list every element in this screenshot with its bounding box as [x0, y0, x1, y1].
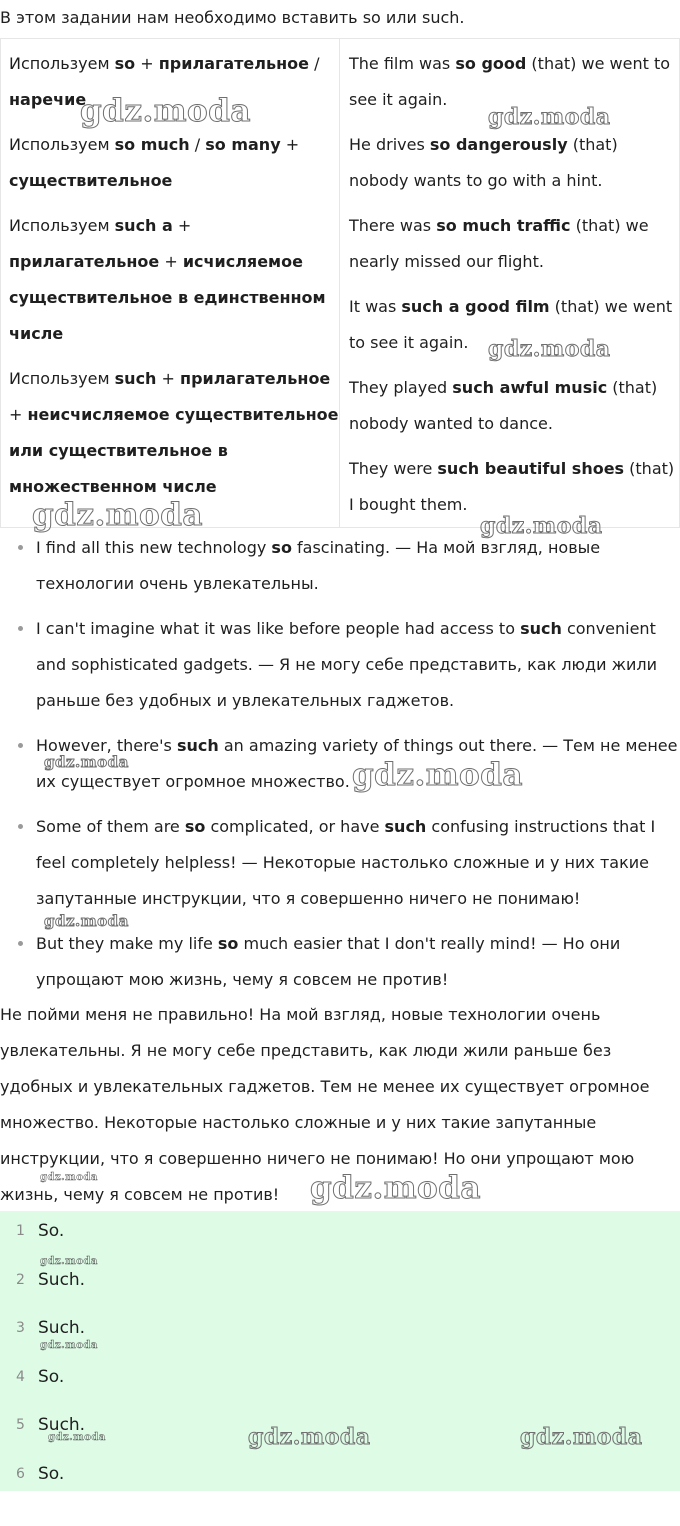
watermark: gdz.moda — [248, 1424, 371, 1450]
list-item — [0, 611, 680, 719]
bold-keyword: such beautiful shoes — [437, 459, 625, 478]
bold-keyword: прилагательное — [158, 54, 309, 73]
text-segment: / — [189, 135, 206, 154]
answer-number: 2 — [16, 1271, 25, 1288]
bold-keyword: such — [520, 619, 562, 638]
answer-text: So. — [38, 1366, 65, 1387]
bullet-dot-icon — [18, 626, 23, 631]
bullet-dot-icon — [18, 743, 23, 748]
text-segment: + — [135, 54, 159, 73]
translation-paragraph: Не пойми меня не правильно! На мой взгляд, новые технологии очень увлекательны. Я не могу себе представить, как люди жили раньше без удобных и увлекательных гаджетов. Тем не менее их существует огромное множество. Некоторые настолько сложные и у них такие запутанные инструкции, что я совершенно ничего не понимаю! Но они упрощают мою жизнь, чему я совсем не против! — [0, 1005, 650, 1204]
text-segment: (that) nobody wants to go with a hint. — [349, 135, 618, 190]
text-segment: (that) we went to see it again. — [349, 297, 673, 352]
text-segment: I find all this new technology — [36, 538, 272, 557]
text-segment: I can't imagine what it was like before people had access to — [36, 619, 521, 638]
answer-number: 6 — [16, 1465, 25, 1482]
text-segment: + — [280, 135, 300, 154]
answer-text: Such. — [38, 1415, 86, 1435]
bold-keyword: so — [217, 934, 239, 953]
rule-cell — [9, 361, 339, 505]
bold-keyword: неисчисляемое существительное или существительное в множественном числе — [9, 405, 339, 496]
example-cell — [349, 370, 680, 442]
text-segment: an amazing variety of things out there. — Тем не менее их существует огромное множество. — [36, 736, 678, 791]
text-segment: He drives — [349, 135, 430, 154]
text-segment: + — [159, 252, 183, 271]
text-segment: There was — [349, 216, 437, 235]
bold-keyword: such — [176, 736, 219, 755]
rule-cell — [9, 127, 339, 199]
watermark: gdz.moda — [488, 336, 611, 362]
text-segment: (that) we went to see it again. — [349, 54, 670, 109]
bullet-dot-icon — [18, 941, 23, 946]
watermark: gdz.moda — [44, 912, 129, 930]
bold-keyword: so good — [455, 54, 527, 73]
answer-row — [0, 1262, 680, 1311]
bold-keyword: исчисляемое существительное в единственном числе — [9, 252, 326, 343]
bold-keyword: such — [384, 817, 427, 836]
bold-keyword: such a — [114, 216, 173, 235]
answer-row — [0, 1213, 680, 1262]
intro-text: В этом задании нам необходимо вставить so или such. — [0, 8, 465, 27]
bold-keyword: существительное — [9, 171, 173, 190]
text-segment: But they make my life — [36, 934, 218, 953]
bullet-dot-icon — [18, 545, 23, 550]
bold-keyword: so much traffic — [436, 216, 571, 235]
example-cell — [349, 208, 680, 280]
text-segment: confusing instructions that I feel completely helpless! — Некоторые настолько сложные и у них такие запутанные инструкции, что я совершенно ничего не понимаю! — [36, 817, 656, 908]
text-segment: Используем — [9, 54, 115, 73]
watermark: gdz.moda — [44, 753, 129, 771]
text-segment: + — [156, 369, 181, 388]
answer-row — [0, 1456, 680, 1505]
rule-cell — [9, 208, 339, 352]
list-item — [0, 530, 680, 602]
bold-keyword: so — [271, 538, 292, 557]
text-segment: It was — [349, 297, 402, 316]
text-segment: convenient and sophisticated gadgets. — Я не могу себе представить, как люди жили раньше без удобных и увлекательных гаджетов. — [36, 619, 657, 710]
bold-keyword: such a good film — [401, 297, 550, 316]
text-segment: (that) I bought them. — [349, 459, 675, 514]
list-item — [0, 926, 680, 998]
answer-number: 4 — [16, 1368, 25, 1385]
answer-text: So. — [38, 1221, 65, 1241]
bold-keyword: such awful music — [452, 378, 608, 397]
answer-text: Such. — [38, 1318, 86, 1338]
bold-keyword: прилагательное — [9, 252, 160, 271]
watermark: gdz.moda — [40, 1340, 98, 1351]
text-segment: + — [172, 216, 192, 235]
text-segment: fascinating. — На мой взгляд, новые технологии очень увлекательны. — [36, 538, 601, 593]
bold-keyword: so many — [205, 135, 281, 154]
text-segment: They were — [349, 459, 438, 478]
watermark: gdz.moda — [80, 93, 251, 129]
text-segment: Используем — [9, 216, 115, 235]
text-segment: They played — [349, 378, 453, 397]
text-segment: Используем — [9, 135, 115, 154]
text-segment: much easier that I don't really mind! — Но они упрощают мою жизнь, чему я совсем не против! — [36, 934, 621, 989]
bold-keyword: so — [114, 54, 136, 73]
answer-number: 5 — [16, 1417, 25, 1433]
watermark: gdz.moda — [480, 513, 603, 539]
bold-keyword: so much — [114, 135, 190, 154]
watermark: gdz.moda — [352, 757, 523, 793]
watermark: gdz.moda — [40, 1172, 98, 1183]
bold-keyword: наречие — [9, 90, 87, 109]
answer-text: Such. — [38, 1269, 86, 1290]
answer-row — [0, 1359, 680, 1408]
bold-keyword: such — [114, 369, 157, 388]
text-segment: + — [9, 405, 28, 424]
bold-keyword: прилагательное — [180, 369, 331, 388]
bullet-dot-icon — [18, 824, 23, 829]
watermark: gdz.moda — [520, 1424, 643, 1450]
text-segment: (that) we nearly missed our flight. — [349, 216, 649, 271]
watermark: gdz.moda — [40, 1256, 98, 1267]
text-segment: (that) nobody wanted to dance. — [349, 378, 658, 433]
text-segment: / — [309, 54, 320, 73]
bold-keyword: so dangerously — [429, 135, 568, 154]
text-segment: Используем — [9, 369, 115, 388]
answer-number: 1 — [16, 1223, 25, 1239]
text-segment: The film was — [349, 54, 456, 73]
watermark: gdz.moda — [488, 104, 611, 130]
text-segment: However, there's — [36, 736, 177, 755]
text-segment: complicated, or have — [205, 817, 385, 836]
watermark: gdz.moda — [32, 497, 203, 533]
text-segment: Some of them are — [36, 817, 185, 836]
answer-row — [0, 1310, 680, 1359]
example-cell — [349, 127, 680, 199]
list-item — [0, 809, 680, 917]
answer-text: So. — [38, 1463, 65, 1484]
answer-number: 3 — [16, 1320, 25, 1336]
bold-keyword: so — [184, 817, 206, 836]
watermark: gdz.moda — [310, 1170, 481, 1206]
watermark: gdz.moda — [48, 1432, 106, 1443]
